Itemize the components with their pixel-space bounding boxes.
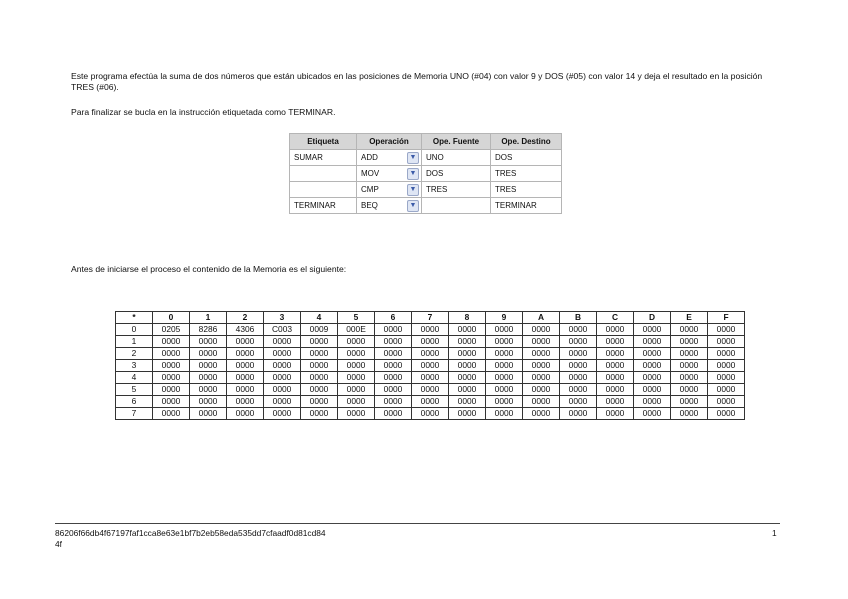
memory-cell: 0000	[671, 348, 708, 360]
memory-cell: 0000	[412, 324, 449, 336]
memory-table	[115, 311, 745, 420]
memory-cell: 0000	[634, 324, 671, 336]
memory-row	[116, 348, 745, 360]
memory-cell: 0000	[190, 336, 227, 348]
memory-cell: 0000	[560, 372, 597, 384]
memory-column-header: 9	[486, 312, 523, 324]
memory-cell: 0000	[190, 396, 227, 408]
memory-row-address: 5	[116, 384, 153, 396]
operation-value: MOV	[361, 169, 380, 178]
header-operacion: Operación	[357, 134, 422, 150]
memory-cell: 0000	[301, 372, 338, 384]
memory-cell: 0000	[375, 372, 412, 384]
memory-column-header: 1	[190, 312, 227, 324]
memory-cell: 0000	[412, 360, 449, 372]
memory-cell: 8286	[190, 324, 227, 336]
memory-cell: 0000	[301, 384, 338, 396]
memory-row-address: 6	[116, 396, 153, 408]
memory-column-header: A	[523, 312, 560, 324]
memory-cell: 0000	[708, 372, 745, 384]
memory-cell: 0000	[412, 408, 449, 420]
memory-cell: 0000	[449, 408, 486, 420]
memory-cell: 0000	[301, 396, 338, 408]
memory-row-address: 7	[116, 408, 153, 420]
memory-cell: 0000	[264, 336, 301, 348]
memory-cell: 0000	[523, 336, 560, 348]
memory-cell: 0000	[560, 360, 597, 372]
memory-cell: 0000	[153, 336, 190, 348]
memory-cell: 0000	[338, 360, 375, 372]
footer-hash: 86206f66db4f67197faf1cca8e63e1bf7b2eb58eda535dd7cfaadf0d81cd84	[55, 528, 326, 538]
memory-cell: 0205	[153, 324, 190, 336]
source-cell[interactable]: DOS	[422, 166, 491, 182]
memory-cell: 0000	[634, 384, 671, 396]
memory-cell: 0000	[523, 372, 560, 384]
intro-paragraph: Este programa efectúa la suma de dos números que están ubicados en las posiciones de Memoria UNO (#04) con valor 9 y DOS (#05) con valor 14 y deja el resultado en la posición TRES (#06).	[71, 71, 763, 92]
operation-select[interactable]	[357, 198, 422, 214]
memory-cell: 0000	[523, 408, 560, 420]
memory-cell: 0000	[708, 384, 745, 396]
memory-cell: 0000	[708, 324, 745, 336]
memory-cell: 0000	[153, 372, 190, 384]
chevron-down-icon[interactable]: ▼	[407, 200, 419, 212]
memory-cell: 0000	[190, 408, 227, 420]
memory-cell: 0000	[523, 360, 560, 372]
memory-column-header: 3	[264, 312, 301, 324]
label-cell[interactable]: TERMINAR	[290, 198, 357, 214]
memory-cell: 0000	[597, 408, 634, 420]
memory-cell: 0000	[560, 396, 597, 408]
memory-cell: 0000	[227, 348, 264, 360]
chevron-down-icon[interactable]: ▼	[407, 168, 419, 180]
memory-cell: 0000	[634, 348, 671, 360]
memory-cell: 0000	[486, 372, 523, 384]
memory-cell: 0000	[486, 360, 523, 372]
memory-cell: 0000	[671, 336, 708, 348]
memory-cell: 0000	[227, 372, 264, 384]
chevron-down-icon[interactable]: ▼	[407, 152, 419, 164]
memory-cell: 0000	[264, 408, 301, 420]
memory-cell: 0000	[153, 384, 190, 396]
memory-cell: 0000	[671, 384, 708, 396]
memory-column-header: F	[708, 312, 745, 324]
memory-cell: 0000	[190, 348, 227, 360]
memory-cell: 000E	[338, 324, 375, 336]
memory-cell: 0000	[190, 384, 227, 396]
memory-cell: 0000	[449, 360, 486, 372]
memory-cell: 0000	[486, 324, 523, 336]
memory-cell: 0000	[671, 372, 708, 384]
memory-cell: 0000	[227, 360, 264, 372]
memory-intro-paragraph: Antes de iniciarse el proceso el contenido de la Memoria es el siguiente:	[71, 264, 347, 274]
memory-cell: 0000	[597, 324, 634, 336]
source-cell[interactable]: UNO	[422, 150, 491, 166]
memory-cell: 0000	[375, 408, 412, 420]
program-row	[290, 198, 562, 214]
memory-row-address: 2	[116, 348, 153, 360]
memory-cell: 0000	[671, 324, 708, 336]
memory-cell: 0000	[301, 348, 338, 360]
memory-cell: 0000	[486, 348, 523, 360]
footer-divider	[55, 523, 780, 524]
memory-cell: 0000	[338, 372, 375, 384]
memory-cell: 0000	[412, 372, 449, 384]
program-table	[289, 133, 562, 214]
memory-row	[116, 384, 745, 396]
memory-cell: 0000	[486, 396, 523, 408]
memory-cell: 0000	[523, 384, 560, 396]
memory-cell: 0000	[412, 336, 449, 348]
memory-cell: 0000	[708, 408, 745, 420]
memory-cell: 0000	[449, 396, 486, 408]
operation-select[interactable]	[357, 182, 422, 198]
memory-cell: 0000	[264, 384, 301, 396]
finish-paragraph: Para finalizar se bucla en la instrucción etiquetada como TERMINAR.	[71, 107, 336, 117]
memory-cell: 0000	[634, 360, 671, 372]
memory-cell: 0000	[375, 336, 412, 348]
source-cell[interactable]: TRES	[422, 182, 491, 198]
memory-cell: 0009	[301, 324, 338, 336]
memory-cell: 0000	[634, 396, 671, 408]
memory-cell: 0000	[449, 348, 486, 360]
memory-header-row	[116, 312, 745, 324]
header-ope-fuente: Ope. Fuente	[422, 134, 491, 150]
operation-select[interactable]	[357, 150, 422, 166]
memory-cell: 0000	[449, 324, 486, 336]
memory-corner-header: *	[116, 312, 153, 324]
memory-cell: 0000	[560, 348, 597, 360]
memory-cell: C003	[264, 324, 301, 336]
memory-column-header: 6	[375, 312, 412, 324]
memory-cell: 0000	[338, 348, 375, 360]
operation-value: ADD	[361, 153, 378, 162]
destination-cell[interactable]: TRES	[491, 182, 562, 198]
memory-cell: 0000	[708, 396, 745, 408]
memory-cell: 0000	[264, 372, 301, 384]
destination-cell[interactable]: DOS	[491, 150, 562, 166]
memory-column-header: 2	[227, 312, 264, 324]
memory-cell: 0000	[708, 336, 745, 348]
memory-cell: 4306	[227, 324, 264, 336]
memory-cell: 0000	[449, 384, 486, 396]
memory-cell: 0000	[486, 408, 523, 420]
memory-cell: 0000	[227, 396, 264, 408]
memory-cell: 0000	[190, 372, 227, 384]
program-row	[290, 182, 562, 198]
memory-cell: 0000	[301, 360, 338, 372]
program-row	[290, 150, 562, 166]
memory-cell: 0000	[597, 336, 634, 348]
memory-cell: 0000	[412, 384, 449, 396]
memory-cell: 0000	[153, 408, 190, 420]
destination-cell[interactable]: TRES	[491, 166, 562, 182]
memory-cell: 0000	[338, 336, 375, 348]
memory-cell: 0000	[523, 324, 560, 336]
memory-cell: 0000	[486, 384, 523, 396]
memory-cell: 0000	[523, 396, 560, 408]
memory-row-address: 3	[116, 360, 153, 372]
memory-cell: 0000	[449, 372, 486, 384]
memory-cell: 0000	[375, 360, 412, 372]
memory-cell: 0000	[301, 336, 338, 348]
operation-select[interactable]	[357, 166, 422, 182]
memory-cell: 0000	[671, 360, 708, 372]
memory-cell: 0000	[153, 348, 190, 360]
memory-cell: 0000	[560, 384, 597, 396]
memory-column-header: 0	[153, 312, 190, 324]
memory-row-address: 4	[116, 372, 153, 384]
operation-value: BEQ	[361, 201, 378, 210]
memory-row	[116, 360, 745, 372]
memory-cell: 0000	[560, 336, 597, 348]
memory-cell: 0000	[338, 396, 375, 408]
memory-cell: 0000	[190, 360, 227, 372]
memory-cell: 0000	[597, 372, 634, 384]
memory-column-header: D	[634, 312, 671, 324]
memory-column-header: 7	[412, 312, 449, 324]
memory-cell: 0000	[264, 348, 301, 360]
memory-cell: 0000	[412, 396, 449, 408]
memory-row	[116, 336, 745, 348]
program-header-row	[290, 134, 562, 150]
program-row	[290, 166, 562, 182]
memory-cell: 0000	[560, 324, 597, 336]
memory-cell: 0000	[375, 348, 412, 360]
label-cell[interactable]: SUMAR	[290, 150, 357, 166]
memory-cell: 0000	[227, 408, 264, 420]
memory-cell: 0000	[523, 348, 560, 360]
memory-cell: 0000	[597, 348, 634, 360]
memory-row-address: 1	[116, 336, 153, 348]
memory-cell: 0000	[634, 408, 671, 420]
source-cell[interactable]	[422, 198, 491, 214]
page-number: 1	[772, 528, 777, 538]
footer-hash-continuation: 4f	[55, 539, 62, 549]
memory-column-header: 5	[338, 312, 375, 324]
memory-cell: 0000	[412, 348, 449, 360]
memory-cell: 0000	[375, 396, 412, 408]
memory-row-address: 0	[116, 324, 153, 336]
memory-row	[116, 408, 745, 420]
memory-cell: 0000	[486, 336, 523, 348]
memory-cell: 0000	[227, 384, 264, 396]
memory-cell: 0000	[375, 384, 412, 396]
memory-cell: 0000	[597, 360, 634, 372]
operation-value: CMP	[361, 185, 379, 194]
memory-column-header: C	[597, 312, 634, 324]
memory-cell: 0000	[671, 396, 708, 408]
memory-cell: 0000	[597, 384, 634, 396]
memory-cell: 0000	[708, 348, 745, 360]
memory-cell: 0000	[338, 384, 375, 396]
memory-cell: 0000	[708, 360, 745, 372]
memory-cell: 0000	[227, 336, 264, 348]
memory-cell: 0000	[338, 408, 375, 420]
header-ope-destino: Ope. Destino	[491, 134, 562, 150]
memory-cell: 0000	[264, 396, 301, 408]
header-etiqueta: Etiqueta	[290, 134, 357, 150]
memory-row	[116, 372, 745, 384]
memory-cell: 0000	[153, 396, 190, 408]
memory-column-header: E	[671, 312, 708, 324]
memory-column-header: 4	[301, 312, 338, 324]
memory-row	[116, 396, 745, 408]
memory-cell: 0000	[375, 324, 412, 336]
memory-cell: 0000	[634, 336, 671, 348]
memory-cell: 0000	[264, 360, 301, 372]
memory-cell: 0000	[301, 408, 338, 420]
memory-cell: 0000	[449, 336, 486, 348]
label-cell[interactable]	[290, 182, 357, 198]
memory-cell: 0000	[634, 372, 671, 384]
memory-cell: 0000	[560, 408, 597, 420]
chevron-down-icon[interactable]: ▼	[407, 184, 419, 196]
label-cell[interactable]	[290, 166, 357, 182]
memory-cell: 0000	[671, 408, 708, 420]
memory-column-header: B	[560, 312, 597, 324]
memory-row	[116, 324, 745, 336]
memory-cell: 0000	[597, 396, 634, 408]
destination-cell[interactable]: TERMINAR	[491, 198, 562, 214]
memory-cell: 0000	[153, 360, 190, 372]
memory-column-header: 8	[449, 312, 486, 324]
